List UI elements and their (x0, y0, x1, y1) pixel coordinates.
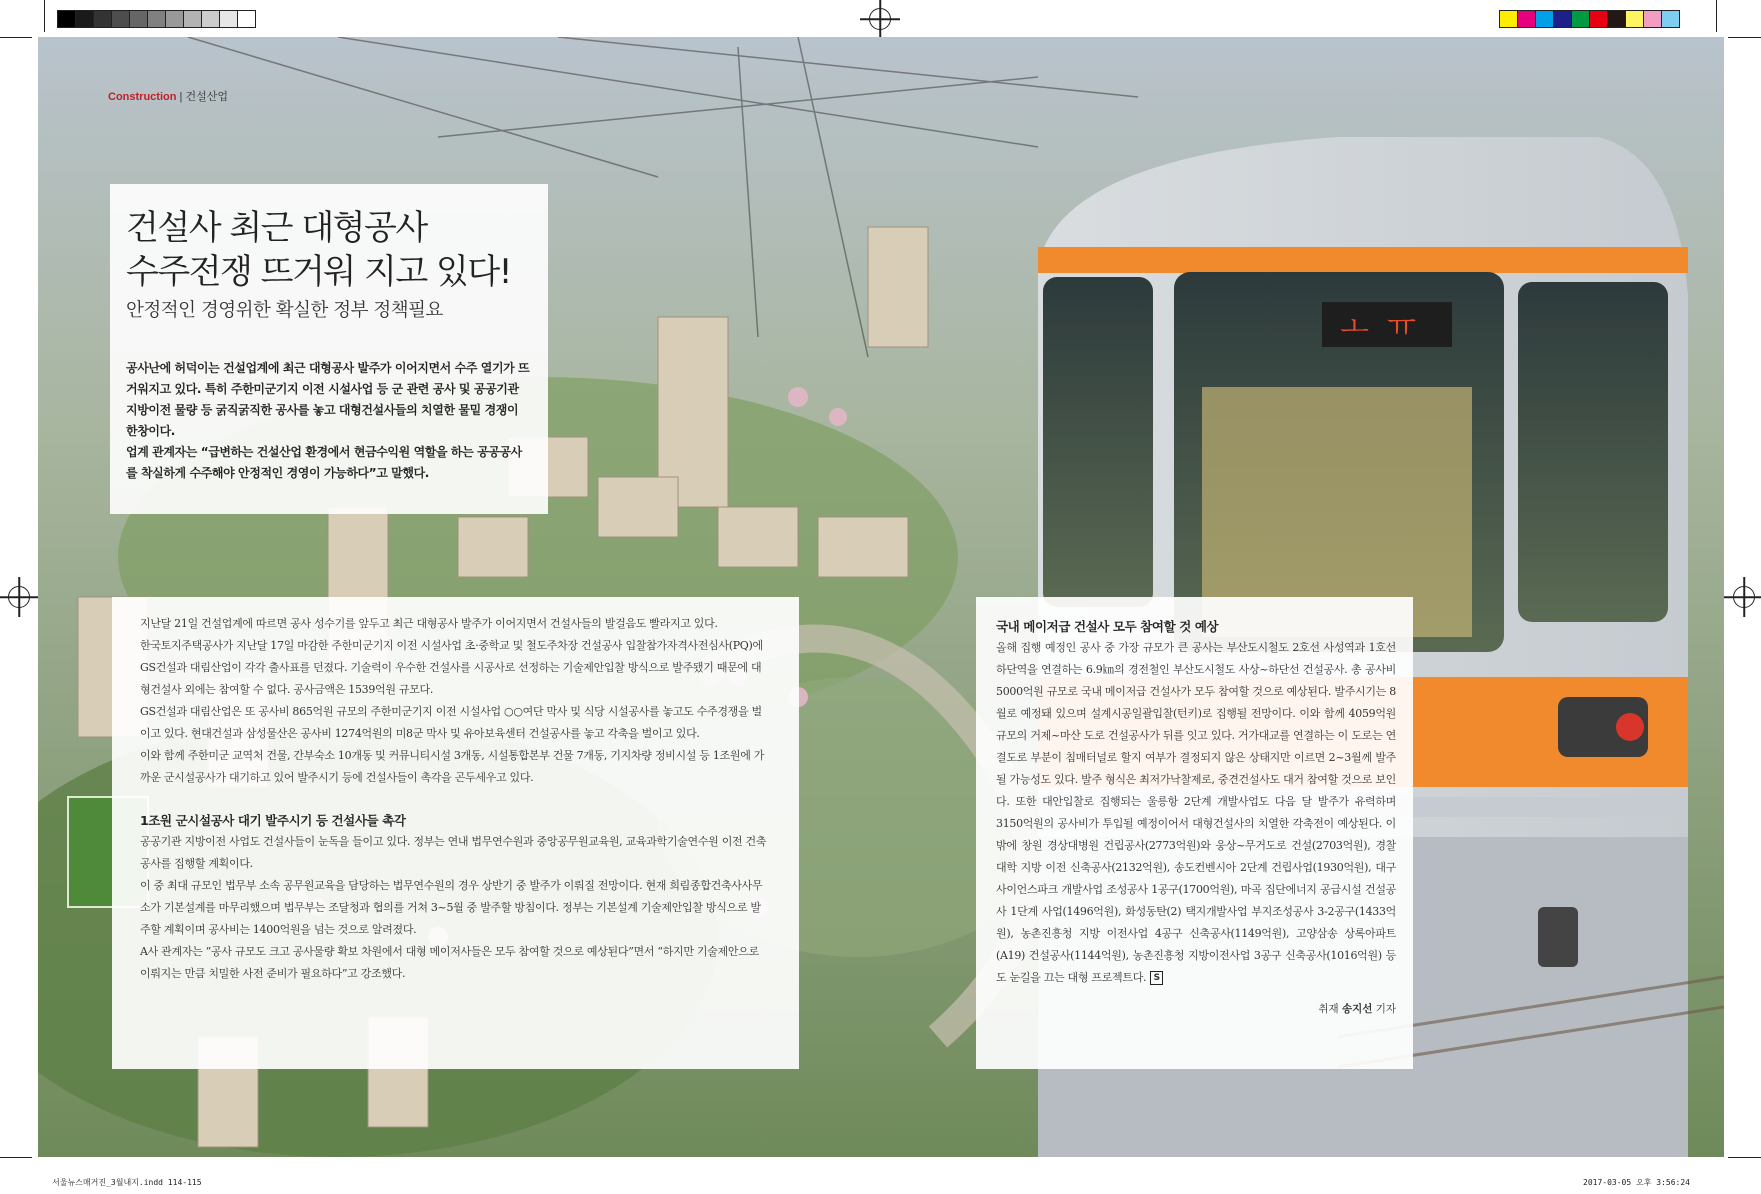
section-label-korean: 건설산업 (185, 91, 228, 103)
headline-line-1: 건설사 최근 대형공사 (126, 208, 427, 248)
color-swatch (1571, 10, 1590, 28)
crop-mark (44, 0, 45, 32)
section-separator: | (176, 91, 186, 103)
color-swatch (1517, 10, 1536, 28)
print-slug-filename: 서울뉴스매거진_3월내지.indd 114-115 (52, 1178, 202, 1187)
color-swatch (93, 10, 112, 28)
color-swatch (1607, 10, 1626, 28)
body-paragraph-text: 올해 집행 예정인 공사 중 가장 규모가 큰 공사는 부산도시철도 2호선 사성역과 1호선 하단역을 연결하는 6.9㎞의 경전철인 부산도시철도 사상~하단선 건설공사. 총 공사비 5000억원 규모로 국내 메이저급 건설사가 모두 참여할 것으로 예상된다. 발주시기는 8월로 예정돼 있으며 설계시공일괄입찰(턴키)로 집행될 전망이다. 이와 함께 4059억원 규모의 거제~마산 도로 건설공사가 뒤를 잇고 있다. 거가대교를 연결하는 이 도로는 연결도로 부분이 침매터널로 할지 여부가 결정되지 않은 상태지만 이르면 2~3월께 발주될 가능성도 있다. 발주 형식은 최저가낙찰제로, 중견건설사도 대거 참여할 것으로 보인다. 또한 대안입찰로 집행되는 울릉항 2단계 개발사업도 다음 달 발주가 유력하며 3150억원의 공사비가 투입될 예정이어서 대형건설사의 치열한 각축전이 예상된다. 이 밖에 창원 경상대병원 건립공사(2773억원)와 웅상~무거도로 건설(2703억원), 경찰대학 지방 이전 신축공사(2132억원), 송도컨벤시아 2단계 건립사업(1930억원), 대구사이언스파크 개발사업 조성공사 1공구(1700억원), 마곡 집단에너지 공급시설 건설공사 1단계 사업(1496억원), 화성동탄(2) 택지개발사업 부지조성공사 3-2공구(1433억원), 농촌진흥청 지방 이전사업 4공구 신축공사(1149억원), 고양삼송 상록아파트(A19) 건설공사(1144억원), 농촌진흥청 지방이전사업 3공구 신축공사(1016억원) 등도 눈길을 끄는 대형 프로젝트다. (996, 641, 1396, 984)
color-swatch (1661, 10, 1680, 28)
grayscale-color-bar (57, 10, 255, 28)
section-subtitle: 1조원 군시설공사 대기 발주시기 등 건설사들 촉각 (140, 813, 406, 828)
lead-text: 공사난에 허덕이는 건설업계에 최근 대형공사 발주가 이어지면서 수주 열기가 뜨거워지고 있다. 특히 주한미군기지 이전 시설사업 등 군 관련 공사 및 공공기관 지방이전 물량 등 굵직굵직한 공사를 놓고 대형건설사들의 치열한 물밑 경쟁이 한창이다. (126, 361, 530, 438)
body-paragraph: 이 중 최대 규모인 법무부 소속 공무원교육을 담당하는 법무연수원의 경우 상반기 중 발주가 이뤄질 전망이다. 현재 희림종합건축사사무소가 기본설계를 마무리했으며 법무부는 조달청과 협의를 거쳐 3~5월 중 발주할 방침이다. 정부는 기본설계 기술제안입찰 방식으로 발주할 계획이며 공사비는 1400억원을 넘는 것으로 알려졌다. (140, 879, 763, 936)
cmyk-color-bar (1499, 10, 1679, 28)
registration-mark-left (8, 586, 30, 608)
section-subtitle: 국내 메이저급 건설사 모두 참여할 것 예상 (996, 619, 1219, 634)
crop-mark (0, 37, 32, 38)
body-text-block (140, 831, 771, 985)
color-swatch (1553, 10, 1572, 28)
registration-mark-right (1733, 586, 1755, 608)
section-folio (108, 88, 228, 104)
crop-mark (1716, 0, 1717, 32)
lead-text: 업계 관계자는 “급변하는 건설산업 환경에서 현금수익원 역할을 하는 공공공사를 착실하게 수주해야 안정적인 경영이 가능하다”고 말했다. (126, 445, 522, 480)
color-swatch (129, 10, 148, 28)
color-swatch (75, 10, 94, 28)
color-swatch (183, 10, 202, 28)
body-paragraph: 한국토지주택공사가 지난달 17일 마감한 주한미군기지 이전 시설사업 초·중학교 및 철도주차장 건설공사 입찰참가자격사전심사(PQ)에 GS건설과 대림산업이 각각 출사표를 던졌다. 기술력이 우수한 건설사를 시공사로 선정하는 기술제안입찰 방식으로 발주됐기 때문에 대형건설사 외에는 참여할 수 없다. 공사금액은 1539억원 규모다. (140, 639, 763, 696)
color-swatch (201, 10, 220, 28)
section-label-english: Construction (108, 91, 177, 103)
title-box (110, 184, 548, 514)
crop-mark (1728, 37, 1761, 38)
subheadline: 안정적인 경영위한 확실한 정부 정책필요 (126, 300, 443, 321)
headline-line-2: 수주전쟁 뜨거워 지고 있다! (126, 252, 511, 292)
byline-name: 송지선 (1341, 1003, 1373, 1015)
svg-text:ㅗ ㅠ: ㅗ ㅠ (1340, 310, 1417, 345)
body-paragraph: GS건설과 대림산업은 또 공사비 865억원 규모의 주한미군기지 이전 시설사업 ○○여단 막사 및 식당 시설공사를 놓고도 수주경쟁을 벌이고 있다. 현대건설과 삼성물산은 공사비 1274억원의 미8군 막사 및 유아보육센터 건설공사를 놓고 각축을 벌이고 있다. (140, 705, 762, 740)
registration-mark-top-left (869, 8, 891, 30)
headline (126, 206, 532, 294)
body-column-left (112, 597, 799, 1069)
lead-paragraph (126, 358, 532, 484)
color-swatch (219, 10, 238, 28)
color-swatch (1625, 10, 1644, 28)
color-swatch (1535, 10, 1554, 28)
color-swatch (1499, 10, 1518, 28)
body-paragraph: 지난달 21일 건설업계에 따르면 공사 성수기를 앞두고 최근 대형공사 발주가 이어지면서 건설사들의 발걸음도 빨라지고 있다. (140, 617, 718, 630)
color-swatch (237, 10, 256, 28)
byline-prefix: 취재 (1318, 1003, 1342, 1015)
crop-mark (0, 1157, 32, 1158)
crop-mark (1728, 1157, 1761, 1158)
byline (996, 1001, 1396, 1016)
color-swatch (1643, 10, 1662, 28)
color-swatch (165, 10, 184, 28)
body-paragraph: 이와 함께 주한미군 교역처 건물, 간부숙소 10개동 및 커뮤니티시설 3개동, 시설통합본부 건물 7개동, 기지차량 정비시설 등 1조원에 가까운 군시설공사가 대기하고 있어 발주시기 등에 건설사들이 촉각을 곤두세우고 있다. (140, 749, 765, 784)
body-paragraph: 공공기관 지방이전 사업도 건설사들이 눈독을 들이고 있다. 정부는 연내 법무연수원과 중앙공무원교육원, 교육과학기술연수원 이전 건축공사를 집행할 계획이다. (140, 835, 767, 870)
color-swatch (57, 10, 76, 28)
color-swatch (1589, 10, 1608, 28)
color-swatch (147, 10, 166, 28)
body-paragraph: A사 관계자는 “공사 규모도 크고 공사물량 확보 차원에서 대형 메이저사들은 모두 참여할 것으로 예상된다”면서 “하지만 기술제안으로 이뤄지는 만큼 치밀한 사전 준비가 필요하다”고 강조했다. (140, 945, 759, 980)
body-text-block (996, 637, 1396, 989)
byline-suffix: 기자 (1372, 1003, 1396, 1015)
end-of-article-mark: S (1150, 971, 1163, 985)
body-text-block (140, 613, 771, 789)
print-slug-date: 2017-03-05 오후 3:56:24 (1583, 1178, 1690, 1187)
color-swatch (111, 10, 130, 28)
body-column-right (976, 597, 1413, 1069)
body-paragraph (996, 637, 1396, 989)
